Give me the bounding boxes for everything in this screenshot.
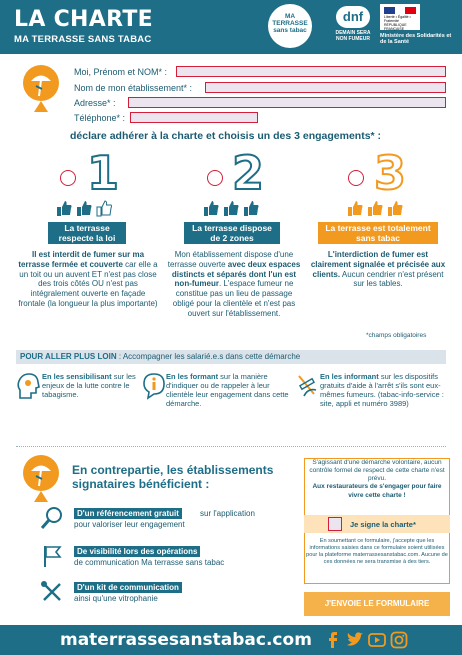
tools-icon	[40, 580, 64, 604]
engagement-2-number: 2	[232, 146, 265, 200]
engagement-1-description: Il est interdit de fumer sur ma terrasse fermée et couverte car elle a un toit ou un auvent ET n'est pas close des trois côtés OU n'est pas intégralement ouverte en façade frontale (la longueur la plus importante)	[18, 250, 158, 308]
declaration-text: déclare adhérer à la charte et choisis un des 3 engagements* :	[70, 130, 382, 142]
required-fields-note: *champs obligatoires	[366, 332, 427, 339]
thumbs-up-icon	[387, 200, 404, 217]
phone-field[interactable]	[130, 112, 258, 123]
flag-icon	[40, 544, 64, 568]
engagement-2-radio[interactable]	[207, 170, 223, 186]
parasol-pin-icon	[22, 64, 60, 116]
engagement-2-title: La terrasse dispose de 2 zones	[184, 222, 280, 244]
page-subtitle: MA TERRASSE SANS TABAC	[14, 34, 152, 45]
engagement-2-thumbs	[203, 200, 260, 217]
sign-label: Je signe la charte*	[350, 520, 416, 529]
search-icon	[40, 506, 64, 530]
engagement-1-thumbs	[56, 200, 113, 217]
engagement-3-thumbs	[347, 200, 404, 217]
benefits-title: En contrepartie, les établissements signataires bénéficient :	[72, 463, 274, 492]
engagement-3-title: La terrasse est totalement sans tabac	[318, 222, 438, 244]
thumbs-up-icon	[203, 200, 220, 217]
benefit-3-text-next: ainsi qu'une vitrophanie	[74, 594, 158, 603]
address-field[interactable]	[128, 97, 446, 108]
facebook-icon[interactable]	[324, 631, 342, 649]
campaign-logo: MA TERRASSE sans tabac	[268, 4, 312, 48]
benefit-2-highlight: De visibilité lors des opérations	[74, 546, 200, 557]
engagement-3-radio[interactable]	[348, 170, 364, 186]
twitter-icon[interactable]	[346, 631, 364, 649]
thumbs-up-outline-icon	[96, 200, 113, 217]
thumbs-up-icon	[56, 200, 73, 217]
engagement-3-description: L'interdiction de fumer est clairement signalée et précisée aux clients. Aucun cendrier n'est présent sur les tables.	[310, 250, 446, 289]
establishment-field[interactable]	[205, 82, 446, 93]
phone-label: Téléphone* :	[74, 113, 126, 123]
instagram-icon[interactable]	[390, 631, 408, 649]
section-divider	[16, 446, 446, 447]
header	[0, 0, 462, 54]
thumbs-up-icon	[367, 200, 384, 217]
further-item-awareness: En les sensibilisant sur les enjeux de la lutte contre le tabagisme.	[42, 372, 136, 400]
name-field[interactable]	[176, 66, 446, 77]
signature-intro: S'agissant d'une démarche volontaire, aucun contrôle formel de respect de cette charte n'est prévu. Aux restaurateurs de s'engager pour faire vivre cette charte !	[309, 459, 445, 499]
name-label: Moi, Prénom et NOM* :	[74, 67, 168, 77]
thumbs-up-icon	[76, 200, 93, 217]
benefit-2-text-next: de communication Ma terrasse sans tabac	[74, 558, 225, 567]
footer	[0, 625, 462, 655]
further-banner: POUR ALLER PLUS LOIN : Accompagner les salarié.e.s dans cette démarche	[16, 350, 446, 364]
engagement-1-title: La terrasse respecte la loi	[48, 222, 126, 244]
benefit-1-text-next: pour valoriser leur engagement	[74, 520, 185, 529]
engagement-1-number: 1	[87, 146, 120, 200]
submit-button[interactable]: J'ENVOIE LE FORMULAIRE	[304, 592, 450, 616]
page-title: LA CHARTE	[14, 7, 153, 32]
further-item-information: En les informant sur les dispositifs gratuits d'aide à l'arrêt s'ils sont eux-mêmes fumeurs. (tabac-info-service : site, appli et numéro 3989)	[320, 372, 444, 409]
sign-checkbox[interactable]	[328, 517, 342, 531]
engagement-2-description: Mon établissement dispose d'une terrasse ouverte avec deux espaces distincts et séparés dont l'un est non-fumeur. L'espace fumeur ne constitue pas un lieu de passage obligé pour la clientèle et n'est pas ouvert sur l'établissement.	[167, 250, 301, 318]
youtube-icon[interactable]	[368, 631, 386, 649]
legal-notice: En soumettant ce formulaire, j'accepte que les informations saisies dans ce formulaire soient utilisées pour la plateforme materrassesanstabac.com. Aucune de ces données ne sera transmise à des tiers.	[306, 538, 448, 565]
no-smoking-hand-icon	[296, 372, 320, 400]
thumbs-up-icon	[347, 200, 364, 217]
further-item-training: En les formant sur la manière d'indiquer ou de rappeler à leur clientèle leur engagement dans cette démarche.	[166, 372, 289, 409]
parasol-pin-icon	[22, 454, 60, 506]
engagement-1-radio[interactable]	[60, 170, 76, 186]
info-icon	[142, 372, 166, 400]
government-logo: Liberté • Égalité • Fraternité RÉPUBLIQUE FRANÇAISE Ministère des Solidarités et de la Santé	[380, 4, 456, 50]
benefit-1-text: sur l'application	[200, 509, 255, 518]
french-flag-icon	[384, 7, 416, 14]
engagement-3-number: 3	[374, 146, 407, 200]
dnf-logo: dnf DEMAIN SERA NON FUMEUR	[330, 4, 376, 50]
address-label: Adresse* :	[74, 98, 116, 108]
thumbs-up-icon	[243, 200, 260, 217]
benefit-3-highlight: D'un kit de communication	[74, 582, 182, 593]
footer-url[interactable]: materrassesanstabac.com	[60, 630, 312, 650]
head-awareness-icon	[16, 372, 40, 400]
benefit-1-highlight: D'un référencement gratuit	[74, 508, 182, 519]
thumbs-up-icon	[223, 200, 240, 217]
establishment-label: Nom de mon établissement* :	[74, 83, 193, 93]
